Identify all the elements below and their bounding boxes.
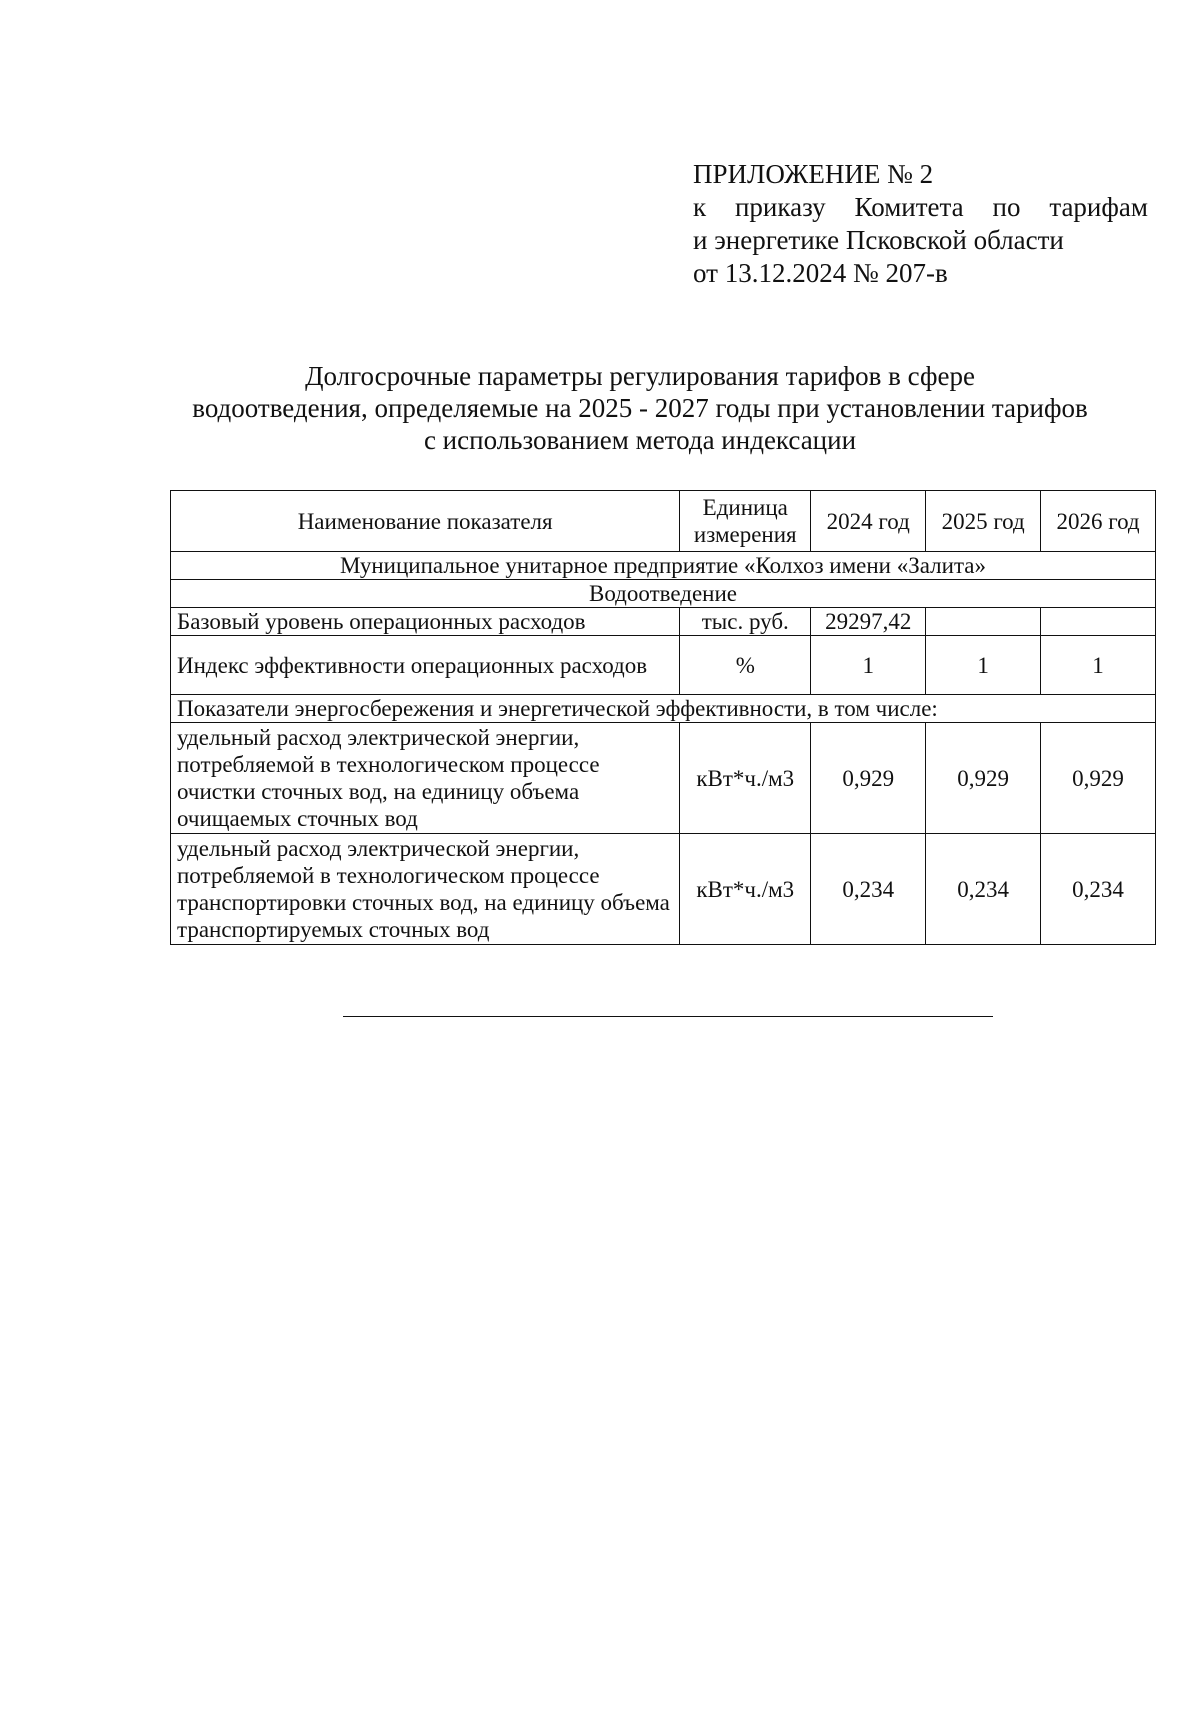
- row-name: Индекс эффективности операционных расходов: [171, 636, 680, 695]
- document-title-line: Долгосрочные параметры регулирования тарифов в сфере: [305, 361, 975, 391]
- appendix-title: ПРИЛОЖЕНИЕ № 2: [693, 159, 934, 189]
- appendix-header: [693, 158, 1153, 290]
- header-year-2026: 2026 год: [1041, 491, 1156, 552]
- appendix-word: приказу: [734, 192, 826, 222]
- energy-section-row: [171, 695, 1156, 723]
- energy-section-title: Показатели энергосбережения и энергетической эффективности, в том числе:: [171, 695, 1156, 723]
- header-name: Наименование показателя: [171, 491, 680, 552]
- appendix-committee: и энергетике Псковской области: [693, 225, 1064, 255]
- table-header-row: [171, 491, 1156, 552]
- row-value-2025: [926, 608, 1041, 636]
- row-name: удельный расход электрической энергии, потребляемой в технологическом процессе транспортировки сточных вод, на единицу объема транспортируемых сточных вод: [171, 834, 680, 945]
- row-value-2025: 1: [926, 636, 1041, 695]
- row-unit: тыс. руб.: [680, 608, 811, 636]
- row-value-2025: 0,234: [926, 834, 1041, 945]
- organization-row: [171, 552, 1156, 580]
- row-value-2026: 0,929: [1041, 723, 1156, 834]
- header-unit: Единица измерения: [680, 491, 811, 552]
- appendix-word: Комитета: [854, 192, 964, 222]
- document-title: [150, 360, 1130, 456]
- row-value-2026: 0,234: [1041, 834, 1156, 945]
- document-title-line: с использованием метода индексации: [423, 425, 857, 455]
- table-row: [171, 608, 1156, 636]
- appendix-date-number: от 13.12.2024 № 207-в: [693, 258, 948, 288]
- row-value-2024: 0,929: [811, 723, 926, 834]
- row-name: удельный расход электрической энергии, потребляемой в технологическом процессе очистки сточных вод, на единицу объема очищаемых сточных вод: [171, 723, 680, 834]
- service-row: [171, 580, 1156, 608]
- row-value-2024: 29297,42: [811, 608, 926, 636]
- organization-name: Муниципальное унитарное предприятие «Колхоз имени «Залита»: [171, 552, 1156, 580]
- end-divider: [343, 1016, 993, 1017]
- table-row: [171, 834, 1156, 945]
- service-name: Водоотведение: [171, 580, 1156, 608]
- row-value-2024: 1: [811, 636, 926, 695]
- row-value-2025: 0,929: [926, 723, 1041, 834]
- row-unit: кВт*ч./м3: [680, 723, 811, 834]
- appendix-word: тарифам: [1049, 192, 1148, 222]
- appendix-word: к: [693, 192, 707, 222]
- row-value-2024: 0,234: [811, 834, 926, 945]
- table-row: [171, 723, 1156, 834]
- row-unit: кВт*ч./м3: [680, 834, 811, 945]
- row-unit: %: [680, 636, 811, 695]
- appendix-order-line: [693, 191, 1148, 224]
- parameters-table: [170, 490, 1156, 945]
- header-year-2025: 2025 год: [926, 491, 1041, 552]
- document-title-line: водоотведения, определяемые на 2025 - 2027 годы при установлении тарифов: [192, 393, 1088, 423]
- appendix-word: по: [992, 192, 1021, 222]
- table-row: [171, 636, 1156, 695]
- header-year-2024: 2024 год: [811, 491, 926, 552]
- row-name: Базовый уровень операционных расходов: [171, 608, 680, 636]
- row-value-2026: [1041, 608, 1156, 636]
- row-value-2026: 1: [1041, 636, 1156, 695]
